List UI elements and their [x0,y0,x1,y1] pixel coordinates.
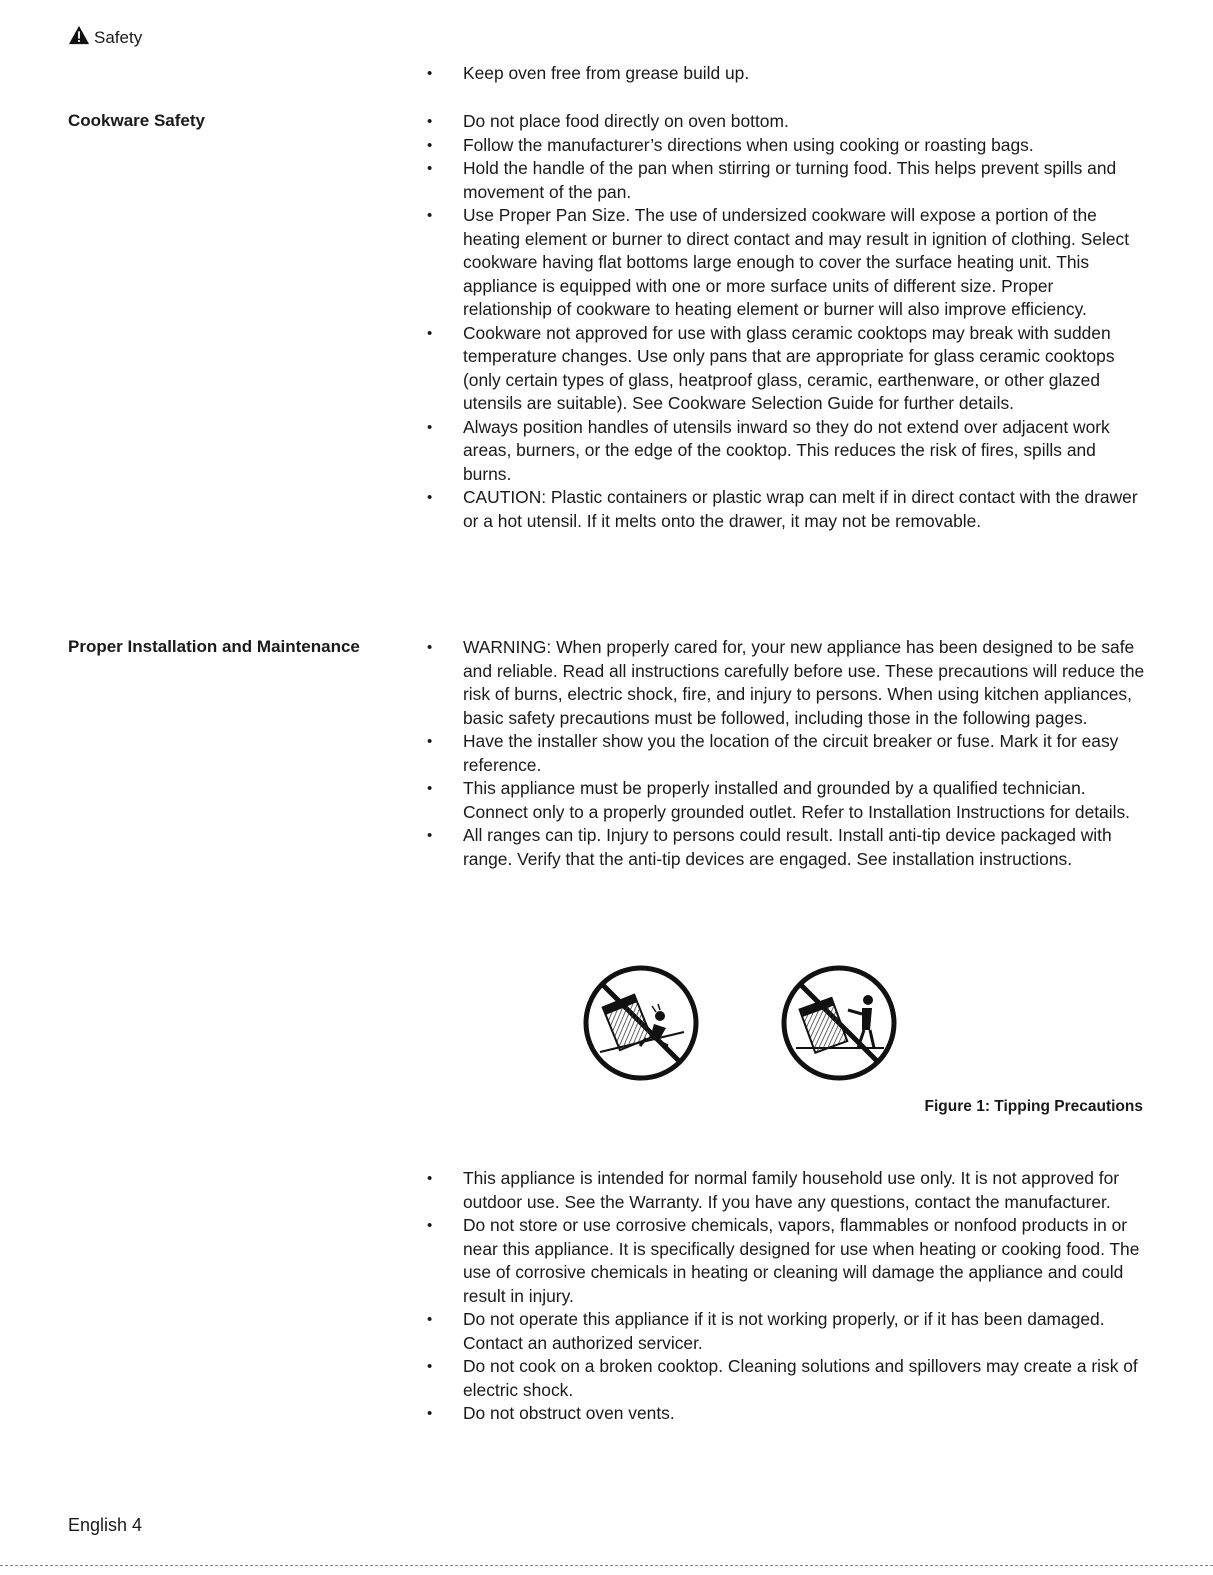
page-number: English 4 [68,1515,143,1535]
page-bottom-divider [0,1565,1213,1566]
list-item: • This appliance is intended for normal family household use only. It is not approved for outdoor use. See the Warranty. If you have any questions, contact the manufacturer. [427,1168,1120,1212]
list-item: • Have the installer show you the location of the circuit breaker or fuse. Mark it for easy reference. [427,731,1119,775]
list-item: • Keep oven free from grease build up. [427,63,750,83]
list-item: • Always position handles of utensils inward so they do not extend over adjacent work areas, burners, or the edge of the cooktop. This reduces the risk of fires, spills and burns. [427,416,1110,484]
list-item: • This appliance must be properly installed and grounded by a qualified technician. Connect only to a properly grounded outlet. Refer to Installation Instructions for details. [427,778,1131,822]
figure-caption: Figure 1: Tipping Precautions [924,1098,1143,1115]
page-header [68,24,142,46]
list-item: • CAUTION: Plastic containers or plastic wrap can melt if in direct contact with the drawer or a hot utensil. If it melts onto the drawer, it may not be removable. [427,487,1138,531]
no-tipping-adult-icon [778,964,900,1082]
list-item: • Use Proper Pan Size. The use of undersized cookware will expose a portion of the heating element or burner to direct contact and may result in ignition of clothing. Select cookware having flat bottoms large enough to cover the surface heating unit. This appliance is equipped with one or more surface units of different size. Proper relationship of cookware to heating element or burner will also improve efficiency. [427,205,1130,319]
list-item: • Do not operate this appliance if it is not working properly, or if it has been damaged. Contact an authorized servicer. [427,1309,1105,1353]
list-item: • Do not place food directly on oven bottom. [427,111,789,131]
list-item: • Do not obstruct oven vents. [427,1403,675,1423]
general-bullets [425,1167,1145,1426]
list-item: • Cookware not approved for use with glass ceramic cooktops may break with sudden temperature changes. Use only pans that are appropriate for glass ceramic cooktops (only certain types of glass, heatproof glass, ceramic, earthenware, or other glazed utensils are suitable). See Cookware Selection Guide for further details. [427,322,1115,413]
list-item: • Do not cook on a broken cooktop. Cleaning solutions and spillovers may create a risk of electric shock. [427,1356,1138,1400]
figure-tipping-1 [580,964,702,1082]
no-tipping-child-icon [580,964,702,1082]
list-item: • WARNING: When properly cared for, your new appliance has been designed to be safe and reliable. Read all instructions carefully before use. These precautions will reduce the risk of burns, electric shock, fire, and injury to persons. When using kitchen appliances, basic safety precautions must be followed, including those in the following pages. [427,637,1145,728]
installation-bullets [425,636,1145,871]
cookware-safety-heading: Cookware Safety [68,111,205,130]
list-item: • All ranges can tip. Injury to persons could result. Install anti-tip device packaged with range. Verify that the anti-tip devices are engaged. See installation instructions. [427,825,1112,869]
oven-bullets [425,62,1145,86]
list-item: • Do not store or use corrosive chemicals, vapors, flammables or nonfood products in or near this appliance. It is specifically designed for use when heating or cooking food. The use of corrosive chemicals in heating or cleaning will damage the appliance and could result in injury. [427,1215,1140,1306]
warning-triangle-icon [68,24,90,46]
section-label: Safety [94,28,143,47]
list-item: • Hold the handle of the pan when stirring or turning food. This helps prevent spills and movement of the pan. [427,158,1117,202]
figure-tipping-2 [778,964,900,1082]
cookware-bullets [425,110,1145,533]
list-item: • Follow the manufacturer’s directions when using cooking or roasting bags. [427,134,1034,155]
installation-heading: Proper Installation and Maintenance [68,637,360,656]
